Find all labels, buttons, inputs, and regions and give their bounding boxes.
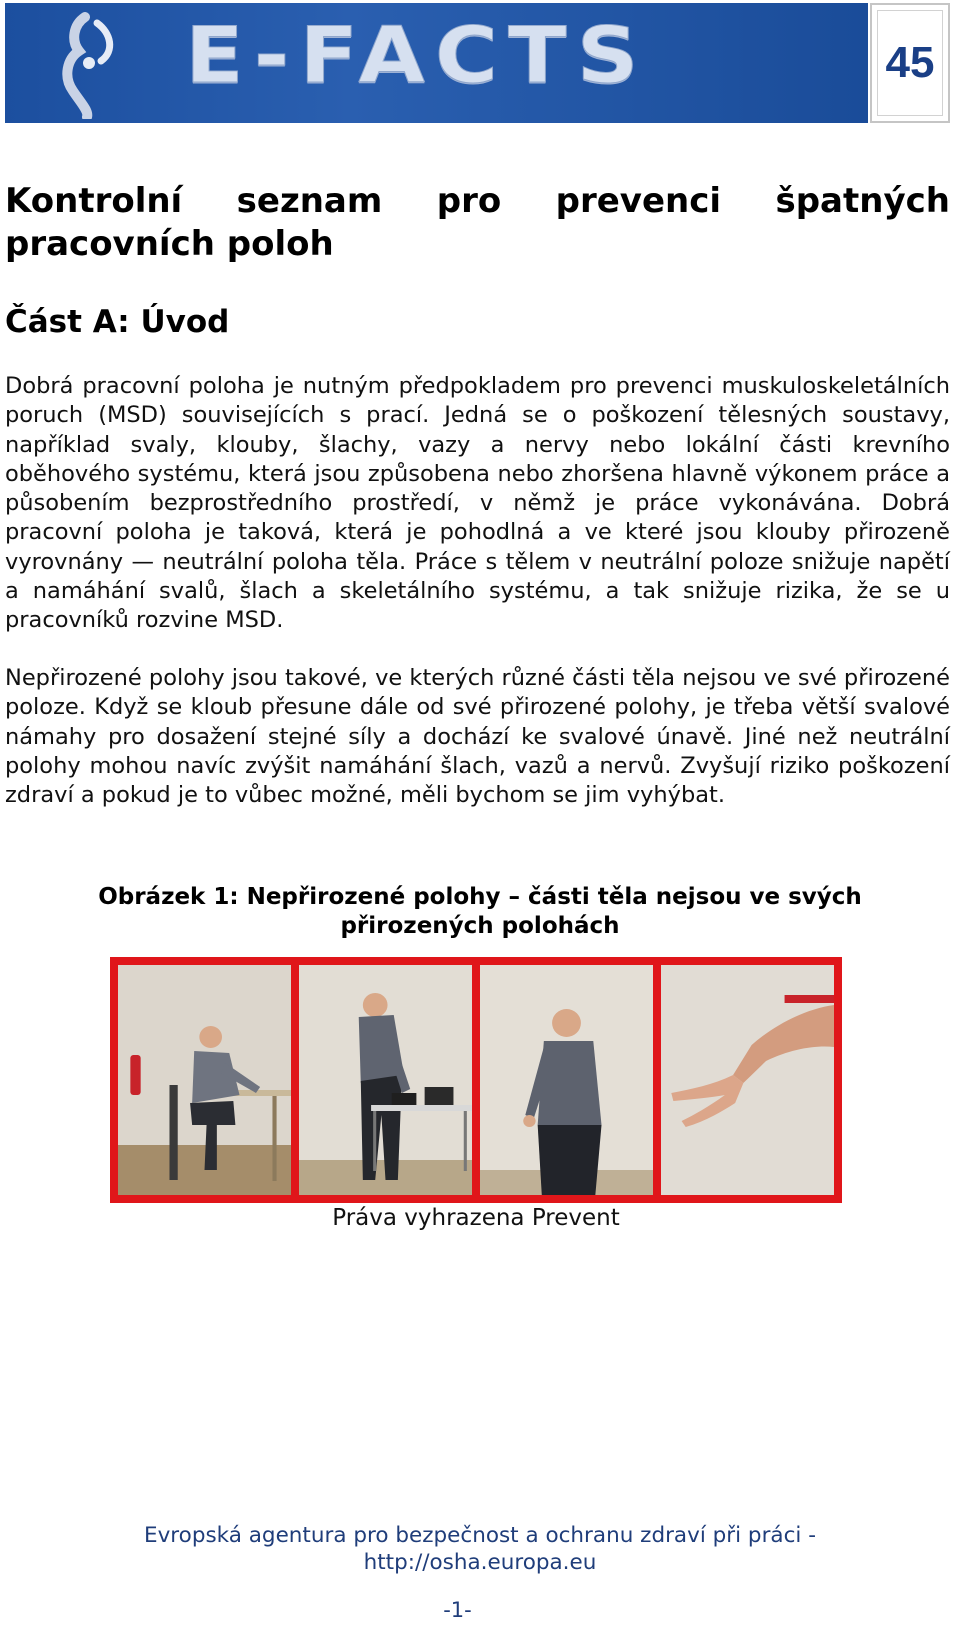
paragraph-intro: Dobrá pracovní poloha je nutným předpokladem pro prevenci muskuloskeletálních poruch (MSD) souvisejících s prací. Jedná se o poškození tělesných soustavy, například svaly, klouby, šlachy, vazy a nervy nebo lokální části krevního oběhového systému, která jsou způsobena nebo zhoršena hlavně výkonem práce a působením bezprostředního prostředí, v němž je práce vykonávána. Dobrá pracovní poloha je taková, která je pohodlná a ve které jsou klouby přirozeně vyrovnány — neutrální poloha těla. Práce s tělem v neutrální poloze snižuje napětí a namáhání svalů, šlach a skeletálního systému, a tak snižuje rizika, že se u pracovníků rozvine MSD. xyxy=(5,373,950,634)
photo-bending-worker xyxy=(299,965,472,1195)
footer-website-link[interactable]: http://osha.europa.eu xyxy=(363,1550,597,1575)
photo-credit: Práva vyhrazena Prevent xyxy=(332,1205,620,1231)
photo-bent-wrist xyxy=(661,965,834,1195)
document-title-line-2: pracovních poloh xyxy=(5,224,334,264)
photo-seated-worker xyxy=(118,965,291,1195)
document-title xyxy=(5,180,950,266)
issue-number: 45 xyxy=(885,38,935,87)
figure-photo-strip xyxy=(110,957,842,1203)
page-number: -1- xyxy=(443,1598,472,1622)
header-banner xyxy=(5,3,868,123)
document-title-line-1: Kontrolní seznam pro prevenci špatných xyxy=(5,181,950,221)
figure-caption: Obrázek 1: Nepřirozené polohy – části těla nejsou ve svých přirozených polohách xyxy=(98,884,862,939)
issue-number-badge xyxy=(870,3,950,123)
footer xyxy=(60,1522,900,1576)
paragraph-awkward-postures: Nepřirozené polohy jsou takové, ve kterých různé části těla nejsou ve své přirozené poloze. Když se kloub přesune dále od své přirozené polohy, je třeba větší svalové námahy pro dosažení stejné síly a dochází ke svalové únavě. Jiné než neutrální polohy mohou navíc zvýšit namáhání šlach, vazů a nervů. Zvyšují riziko poškození zdraví a pokud je to vůbec možné, měli bychom se jim vyhýbat. xyxy=(5,665,950,809)
osha-logo-icon xyxy=(45,11,135,119)
section-heading: Část A: Úvod xyxy=(5,304,230,340)
photo-twisting-worker xyxy=(480,965,653,1195)
brand-title: E-FACTS xyxy=(185,10,649,101)
footer-agency-name: Evropská agentura pro bezpečnost a ochranu zdraví při práci - xyxy=(144,1523,816,1548)
